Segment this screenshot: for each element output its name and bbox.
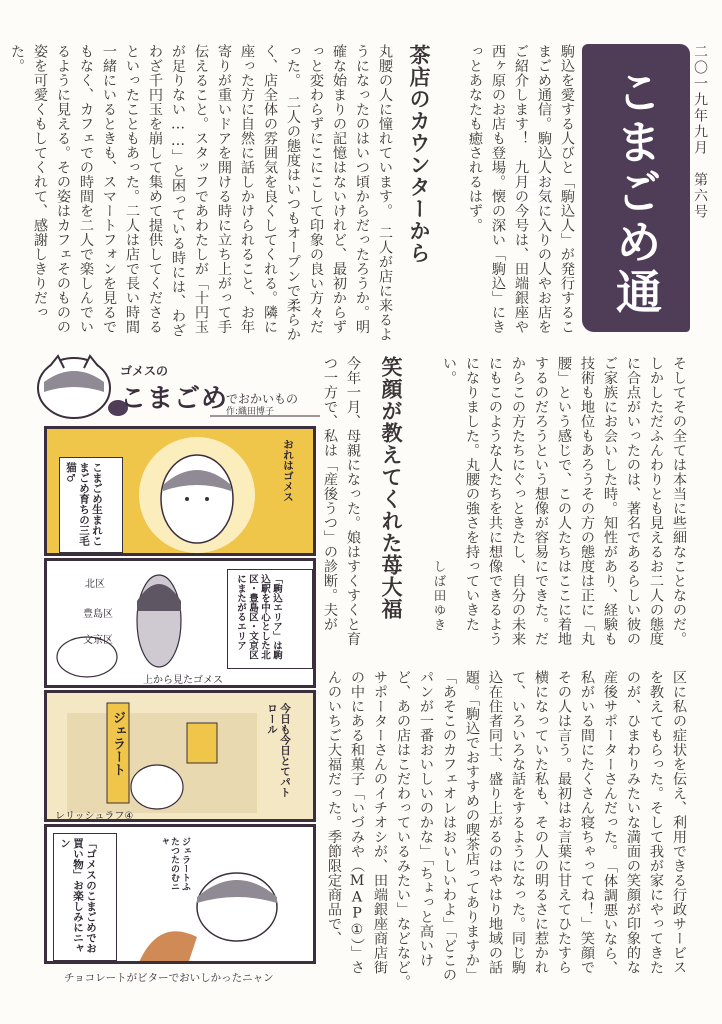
manga-banner: [30, 352, 330, 422]
article2-body: 今年一月、母親になった。娘はすくすくと育つ一方で、私は「産後うつ」の診断。夫が: [322, 356, 361, 646]
manga-title-main: こまごめ: [120, 384, 229, 414]
panel2-caption-box: [227, 569, 313, 669]
manga-panel-3: [44, 690, 316, 822]
panel3-caption: 今日も今日とてパトロール: [266, 703, 291, 798]
manga-panel-4: [44, 824, 316, 964]
panel1-caption-box: [59, 457, 123, 553]
manga-footer: チョコレートがビターでおいしかったニャン: [64, 972, 274, 984]
ward-kita-label: 北区: [85, 579, 105, 590]
ward-bunkyo-label: 文京区: [83, 635, 113, 646]
panel3-shop-label: レリッシュラフ④: [55, 811, 134, 822]
issue-date: 二〇一九年九月 第六号: [692, 44, 708, 220]
manga-title-prefix: ゴメスの: [120, 364, 169, 378]
article2-continuation: 区に私の症状を伝え、利用できる行政サービスを教えてもらった。そして我が家にやってきたのが、ひまわりみたいな満面の笑顔が印象的な産後サポーターさんだった。 「体調悪いなら、私がいる間にたくさん寝ちゃってね！」笑顔でその人は言う。最初はお言葉に甘えてひたすら横になっていた私も、その人の明るさに惹かれて、いろいろな話をするようになった。同じ駒込在住者同士、盛り上がるのはやはり地域の話題。「駒込でおすすめの喫茶店ってありますか」「あそこのカフェオレはおいしいわよ」「どこのパンが一番おいしいのかな」「ちょっと高いけど、あの店はこだわっているみたい」などなど。 サポーターさんのイチオシが、田端銀座商店街の中にある和菓子「いづみや（MAP①）」さんのいちご大福だった。季節限定商品で、: [326, 670, 687, 997]
manga-byline: 作:織田博子: [226, 407, 275, 417]
manga-panel-1: [44, 426, 316, 556]
manga-title-suffix: でおかいもの: [226, 392, 299, 406]
ward-toshima-label: 豊島区: [83, 609, 113, 620]
manga-panel-2: [44, 558, 316, 688]
article2-heading: 笑顔が教えてくれた苺大福: [379, 356, 404, 620]
panel1-caption-b: こまごめ生まれこまごめ育ちの三毛猫♂: [65, 462, 103, 546]
logo-text: こまごめ通信: [501, 68, 663, 318]
panel2-topview-caption: 上から見たゴメス: [143, 675, 223, 686]
panel4-voice: ジェラートふたつたのむニャ: [158, 837, 190, 891]
article1-continuation: そしてその全ては本当に些細なことなのだ。 しかしただふんわりとも見えるお二人の態度に合点がいったのは、著名であるらしい彼のご家族にお会いした時。知性があり、経験も技術も地位もあろうその方の態度は正に「丸腰」という感じで、この人たちはここに着地するのだろうという想像が容易にできた。だからこの方たちにぐっときたし、自分の未来にもこのような人たちを共に想像できるようになりました。丸腰の強さを持っていきたい。: [441, 356, 687, 654]
panel4-caption-box: [53, 833, 117, 961]
article1-body: 丸腰の人に憧れています。 二人が店に来るようになったのはいつ頃からだったろうか。明確な始まりの記憶はないけれど、最初からずっと変わらずにこにこして印象の良い方々だった。 二人の態度はいつもオープンで柔らかく、店全体の雰囲気を良くしてくれる。隣に座った方に自然に話しかけられること、お年寄りが重いドアを開ける時に立ち上がって手伝えること。スタッフであわたしが「十円玉が足りない……」と困っている時には、わざわざ千円玉を崩して集めて提供してくださるといったこともあった。二人は店で長い時間一緒にいるときも、スマートフォンを見るでもなく、カフェでの時間を二人で楽しんでいるように見える。その姿はカフェそのものの姿を可愛くもしてくれて、感謝しきりだった。: [9, 44, 393, 342]
manga-strip: [24, 352, 330, 992]
panel3-sign: ジェラート: [110, 711, 125, 776]
panel4-caption: 「ゴメスのこまごめでお買い物」お楽しみにニャン: [59, 838, 97, 954]
panel2-caption: 「駒込エリア」は駒込駅を中心とした北区・豊島区・文京区にまたがるエリア: [235, 574, 282, 660]
panel1-caption-a: おれはゴメス: [282, 439, 294, 502]
article1-author: しば田ゆき: [432, 560, 447, 633]
intro-text: 駒込を愛する人びと「駒込人」が発行するこまごめ通信。駒込人お気に入りの人やお店をご紹介します！ 九月の今号は、田端銀座や西ヶ原のお店も登場。懐の深い「駒込」にきっとあなたも癒されるはず。: [467, 44, 575, 334]
article1-heading: 茶店のカウンターから: [407, 44, 432, 264]
